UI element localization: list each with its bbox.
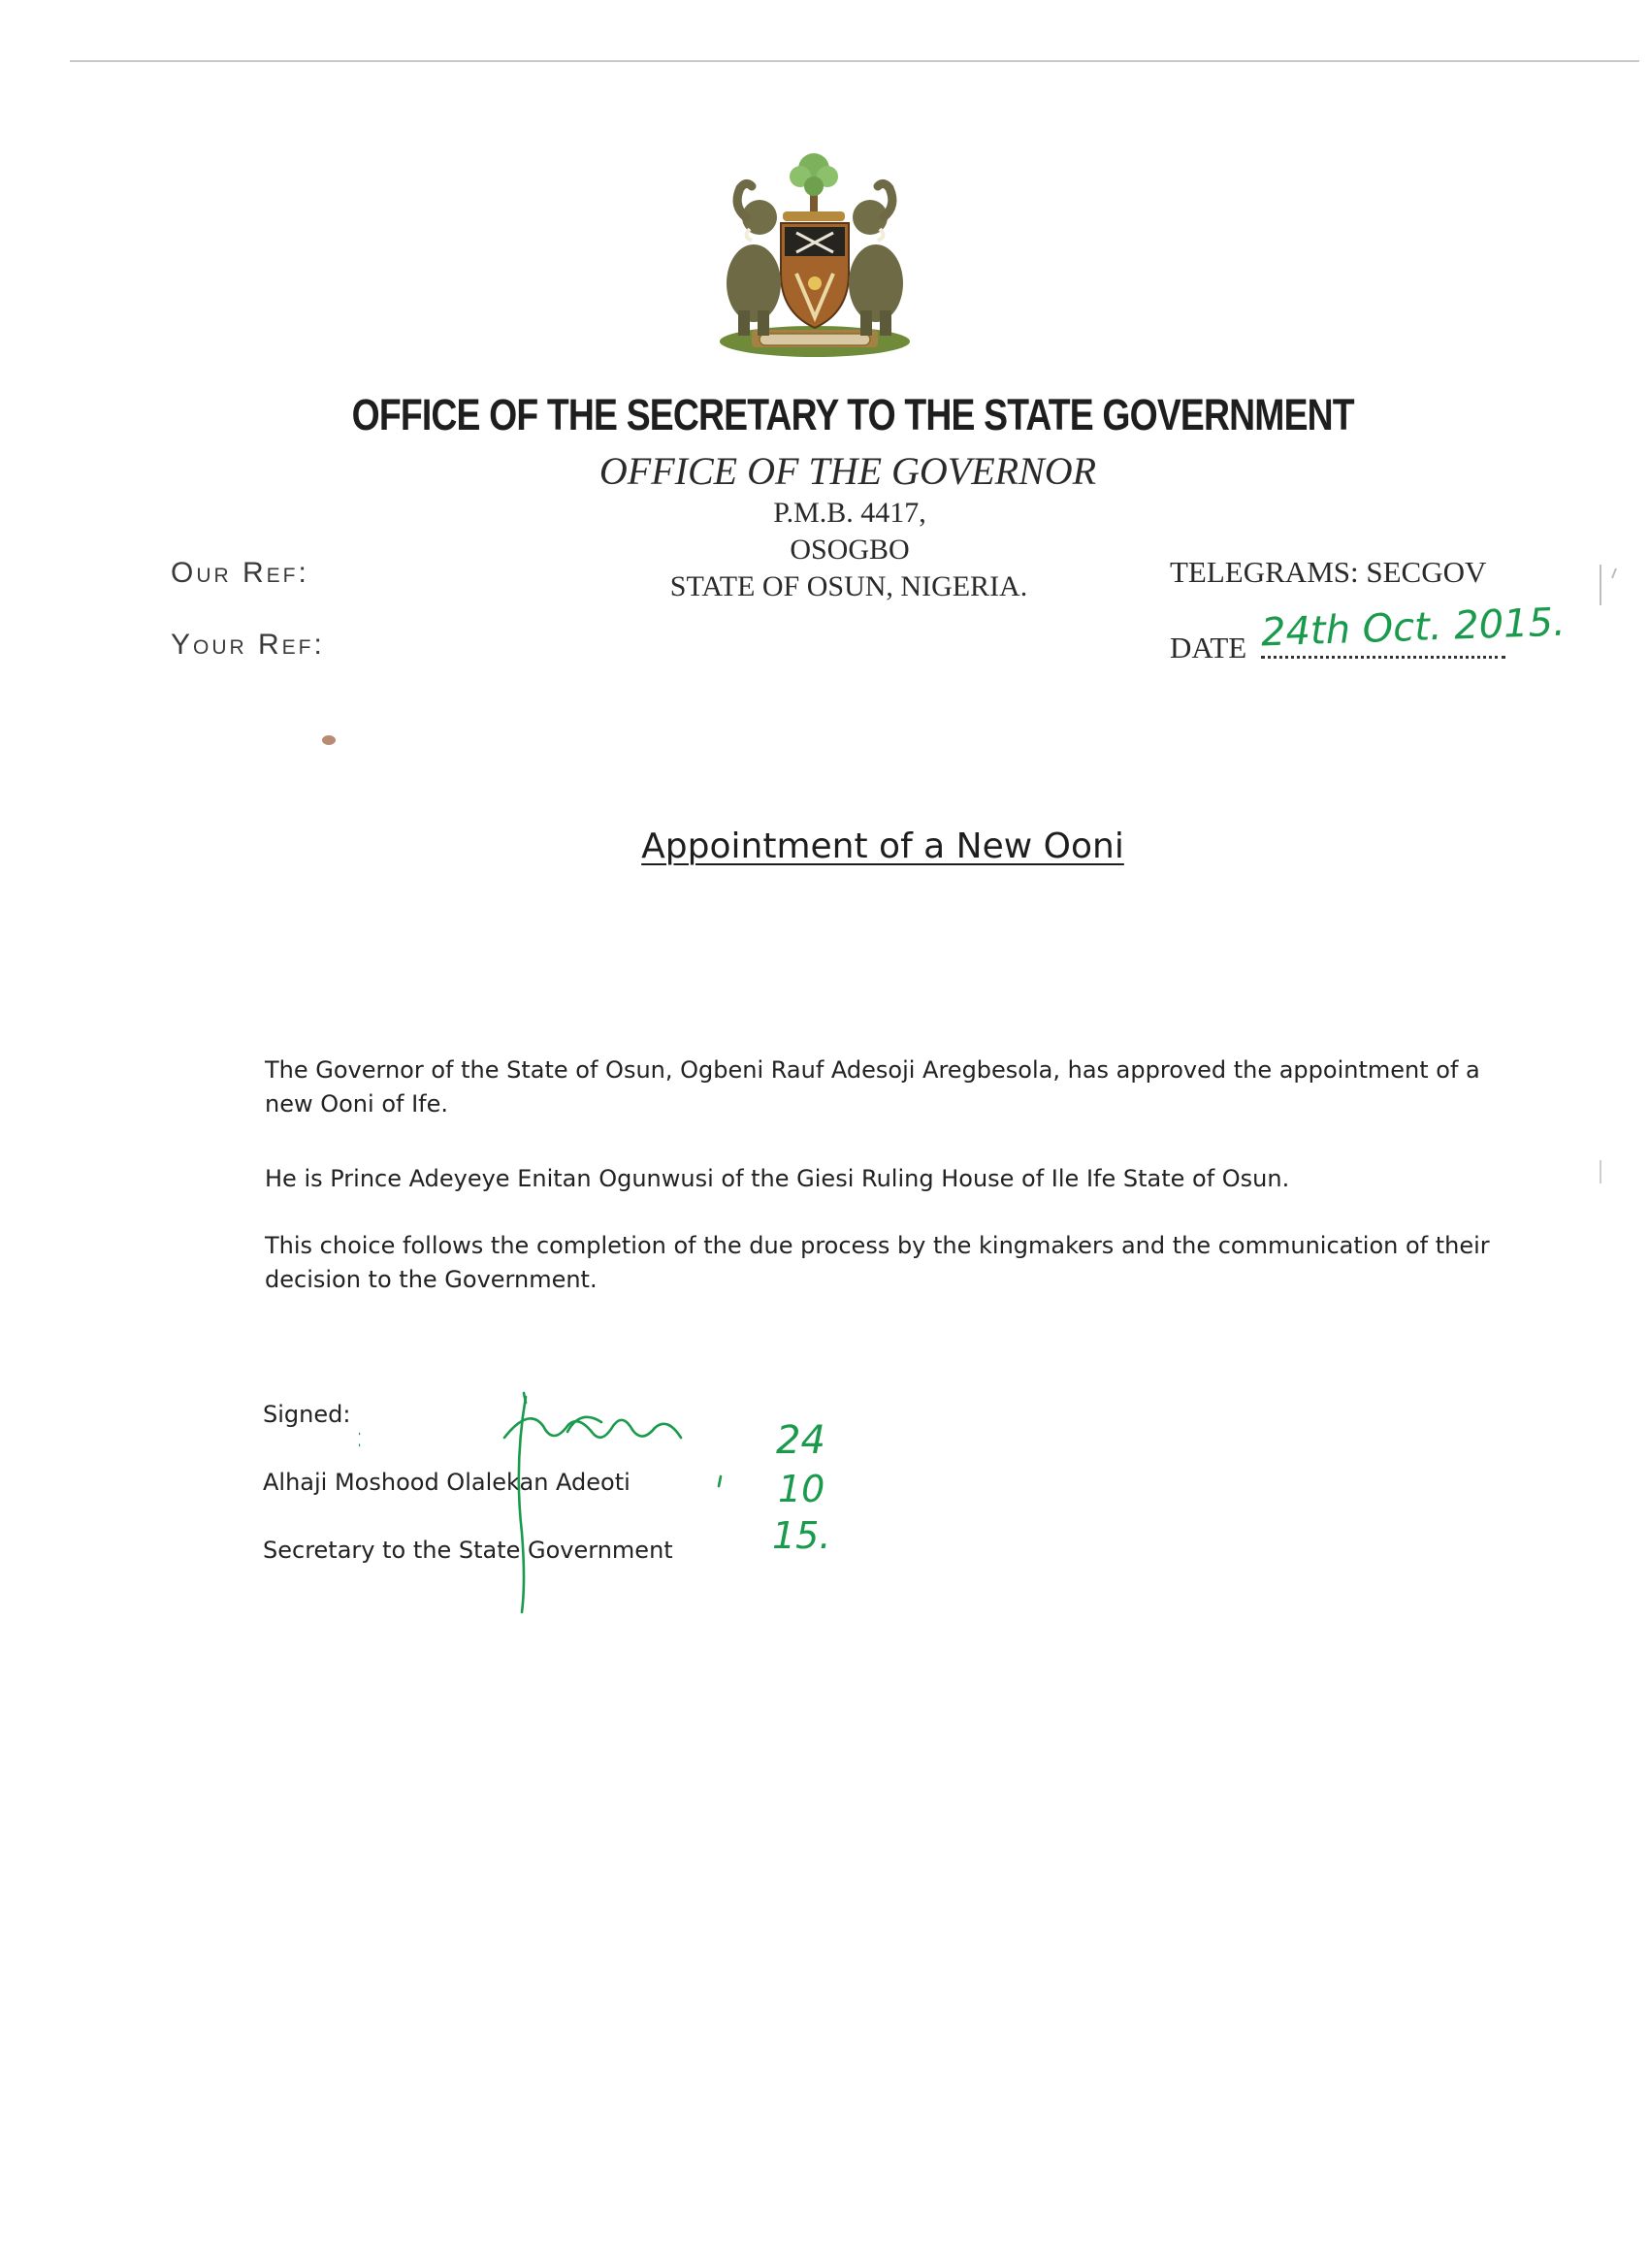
signature-date-day: 24: [776, 1418, 825, 1463]
paper-speck: [322, 735, 336, 745]
date-dotted-line: [1261, 656, 1505, 659]
office-subtitle: OFFICE OF THE GOVERNOR: [598, 449, 1097, 493]
body-paragraph-3: This choice follows the completion of the due process by the kingmakers and the communication of their decision to the Government.: [265, 1232, 1490, 1293]
signatory-name: Alhaji Moshood Olalekan Adeoti: [263, 1469, 630, 1496]
address-line-3: STATE OF OSUN, NIGERIA.: [669, 570, 1028, 602]
coat-of-arms-icon: [703, 147, 926, 371]
body-paragraph-1: The Governor of the State of Osun, Ogbeni Rauf Adesoji Aregbesola, has approved the appointment of a new Ooni of Ife.: [265, 1056, 1480, 1118]
your-ref-label: Your Ref:: [171, 629, 325, 661]
handwritten-date: 24th Oct. 2015.: [1260, 599, 1567, 656]
address-line-2: OSOGBO: [790, 534, 910, 566]
office-title: OFFICE OF THE SECRETARY TO THE STATE GOVERNMENT: [351, 390, 1354, 439]
signature-date-month: 10: [778, 1468, 825, 1510]
our-ref-label: Our Ref:: [171, 557, 309, 589]
page-edge-line: [70, 60, 1639, 62]
document-title: Appointment of a New Ooni: [641, 826, 1124, 866]
edge-marks: [1591, 543, 1630, 1222]
date-label: DATE: [1170, 631, 1247, 664]
signed-label: Signed:: [263, 1401, 351, 1428]
body-paragraph-2: He is Prince Adeyeye Enitan Ogunwusi of the Giesi Ruling House of Ile Ife State of Osun.: [265, 1165, 1290, 1192]
signatory-title: Secretary to the State Government: [263, 1537, 673, 1564]
address-line-1: P.M.B. 4417,: [773, 497, 926, 529]
handwritten-signature: [359, 1387, 863, 1620]
signature-date-year: 15.: [772, 1514, 831, 1557]
telegrams-line: TELEGRAMS: SECGOV: [1170, 555, 1487, 589]
